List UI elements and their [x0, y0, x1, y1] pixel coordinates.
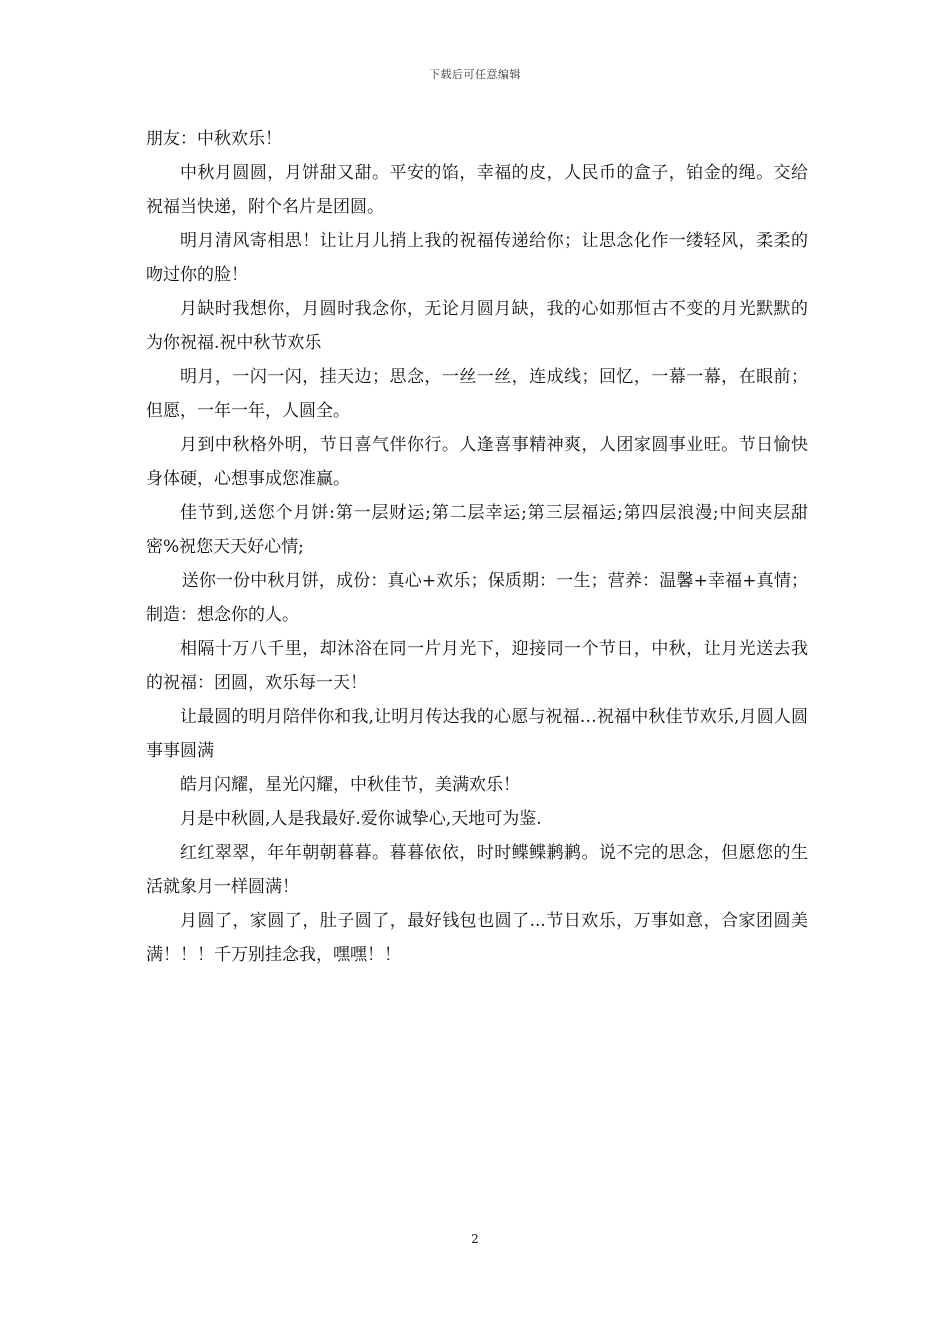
- paragraph-11: 月是中秋圆,人是我最好.爱你诚挚心,天地可为鉴.: [180, 809, 542, 829]
- paragraph-13: 月圆了，家圆了，肚子圆了，最好钱包也圆了...节日欢乐，万事如意，合家团圆美满！！！千万别挂念我，嘿嘿！！: [146, 911, 808, 965]
- paragraph-8: 相隔十万八千里，却沐浴在同一片月光下，迎接同一个节日，中秋，让月光送去我的祝福：团圆，欢乐每一天！: [146, 639, 808, 693]
- paragraph-7: 送你一份中秋月饼，成份：真心+欢乐；保质期：一生；营养：温馨+幸福+真情；制造：想念你的人。: [146, 571, 808, 625]
- greeting-line: 朋友：中秋欢乐！: [146, 129, 282, 149]
- paragraph-10: 皓月闪耀，星光闪耀，中秋佳节，美满欢乐！: [180, 775, 520, 795]
- page-number: 2: [471, 1232, 479, 1246]
- paragraph-5: 月到中秋格外明，节日喜气伴你行。人逢喜事精神爽，人团家圆事业旺。节日愉快身体硬，心想事成您准赢。: [146, 435, 808, 489]
- page-header: 下载后可任意编辑: [429, 68, 521, 81]
- paragraph-1: 中秋月圆圆，月饼甜又甜。平安的馅，幸福的皮，人民币的盒子，铂金的绳。交给祝福当快递，附个名片是团圆。: [146, 163, 808, 217]
- paragraph-9: 让最圆的明月陪伴你和我,让明月传达我的心愿与祝福…祝福中秋佳节欢乐,月圆人圆事事圆满: [146, 707, 808, 761]
- paragraph-3: 月缺时我想你，月圆时我念你，无论月圆月缺，我的心如那恒古不变的月光默默的为你祝福.祝中秋节欢乐: [146, 299, 808, 353]
- paragraph-6: 佳节到,送您个月饼:第一层财运;第二层幸运;第三层福运;第四层浪漫;中间夹层甜密%祝您天天好心情;: [146, 503, 808, 557]
- document-body: [146, 122, 808, 972]
- paragraph-2: 明月清风寄相思！让让月儿捎上我的祝福传递给你；让思念化作一缕轻风，柔柔的吻过你的脸！: [146, 231, 808, 285]
- paragraph-12: 红红翠翠，年年朝朝暮暮。暮暮依依，时时鲽鲽鹣鹣。说不完的思念，但愿您的生活就象月一样圆满！: [146, 843, 808, 897]
- paragraph-4: 明月，一闪一闪，挂天边；思念，一丝一丝，连成线；回忆，一幕一幕，在眼前；但愿，一年一年，人圆全。: [146, 367, 808, 421]
